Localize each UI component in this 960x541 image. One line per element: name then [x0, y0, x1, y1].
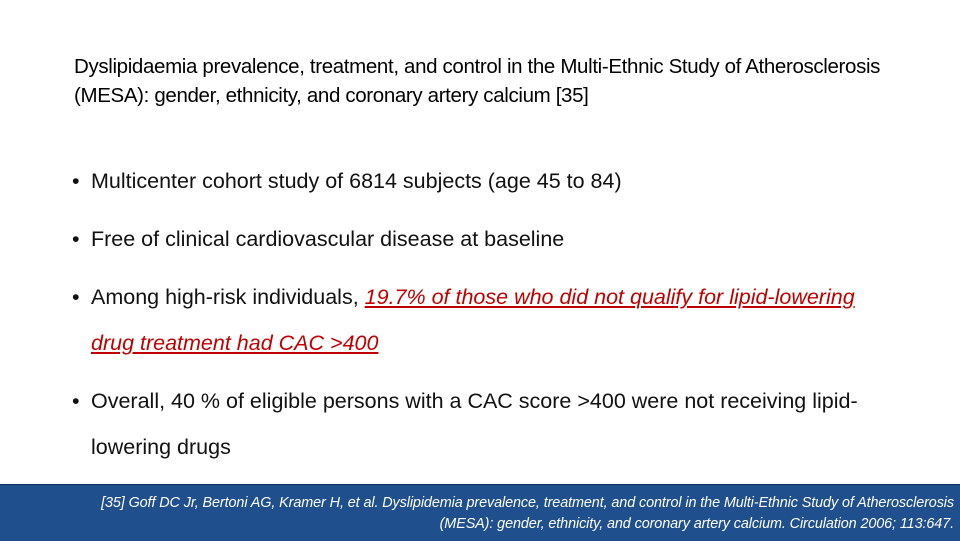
bullet-dot: •	[72, 285, 80, 309]
highlighted-finding: 19.7% of those who did not qualify for lipid-lowering drug treatment had CAC >400	[91, 285, 855, 355]
bullet-text: Multicenter cohort study of 6814 subjects (age 45 to 84)	[91, 169, 622, 193]
bullet-list	[72, 158, 892, 482]
reference-footer	[0, 484, 960, 541]
bullet-dot: •	[72, 227, 80, 251]
bullet-item	[72, 216, 892, 262]
bullet-item	[72, 158, 892, 204]
bullet-item	[72, 378, 892, 470]
reference-citation: [35] Goff DC Jr, Bertoni AG, Kramer H, et al. Dyslipidemia prevalence, treatment, and control in the Multi-Ethnic Study of Atherosclerosis (MESA): gender, ethnicity, and coronary artery calcium. Circulation 2006; 113:647.	[101, 495, 954, 532]
bullet-dot: •	[72, 389, 80, 413]
bullet-dot: •	[72, 169, 80, 193]
bullet-item	[72, 274, 892, 366]
slide-title: Dyslipidaemia prevalence, treatment, and control in the Multi-Ethnic Study of Atherosclerosis (MESA): gender, ethnicity, and coronary artery calcium [35]	[74, 55, 881, 107]
bullet-text: Overall, 40 % of eligible persons with a CAC score >400 were not receiving lipid-lowering drugs	[91, 389, 858, 459]
bullet-text: Among high-risk individuals,	[91, 285, 365, 309]
bullet-text: Free of clinical cardiovascular disease at baseline	[91, 227, 565, 251]
